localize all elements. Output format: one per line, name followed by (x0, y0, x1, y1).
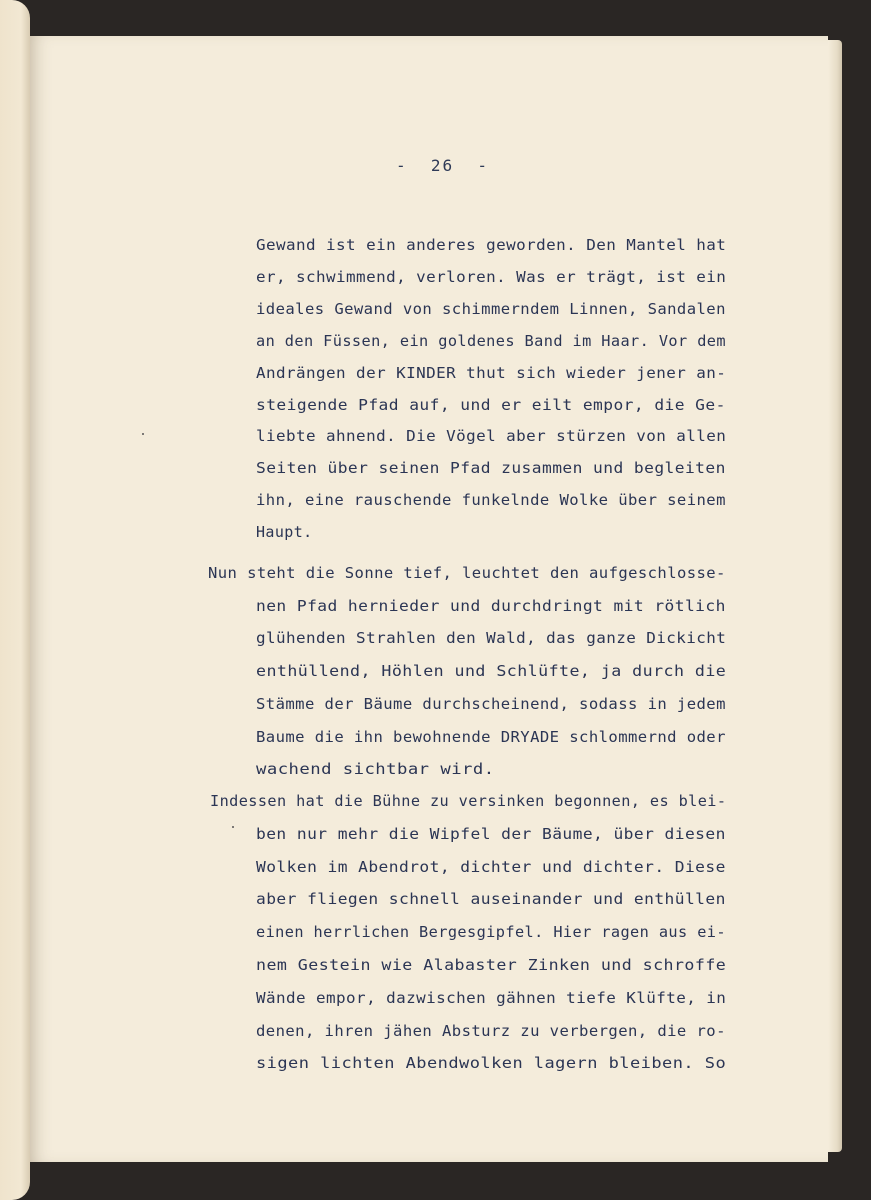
text-line: ben nur mehr die Wipfel der Bäume, über diesen (256, 824, 726, 843)
text-line: enthüllend, Höhlen und Schlüfte, ja durch die (256, 662, 727, 681)
text-line: Gewand ist ein anderes geworden. Den Mantel hat (256, 236, 727, 254)
text-line: Seiten über seinen Pfad zusammen und begleiten (256, 459, 726, 478)
text-line: sigen lichten Abendwolken lagern bleiben. So (256, 1054, 727, 1073)
text-line: steigende Pfad auf, und er eilt empor, die Ge- (256, 395, 726, 414)
text-line: wachend sichtbar wird. (256, 760, 495, 779)
page-number: - 26 - (396, 156, 490, 175)
text-line: nem Gestein wie Alabaster Zinken und schroffe (256, 956, 727, 974)
text-line: Haupt. (256, 523, 313, 542)
facing-page-edge (0, 0, 30, 1200)
text-line: denen, ihren jähen Absturz zu verbergen, die ro- (256, 1021, 726, 1040)
text-line: einen herrlichen Bergesgipfel. Hier ragen aus ei- (256, 923, 726, 942)
speck (142, 433, 144, 435)
text-line: ihn, eine rauschende funkelnde Wolke über seinem (256, 491, 726, 510)
text-line: Indessen hat die Bühne zu versinken begonnen, es blei- (210, 792, 727, 810)
text-line: Andrängen der KINDER thut sich wieder jener an- (256, 363, 727, 382)
text-line: er, schwimmend, verloren. Was er trägt, ist ein (256, 267, 727, 286)
speck (232, 826, 234, 828)
text-line: aber fliegen schnell auseinander und enthüllen (256, 890, 726, 909)
text-line: liebte ahnend. Die Vögel aber stürzen von allen (256, 427, 727, 446)
text-line: an den Füssen, ein goldenes Band im Haar. Vor dem (256, 331, 726, 350)
text-line: Nun steht die Sonne tief, leuchtet den aufgeschlosse- (208, 564, 726, 582)
text-line: Wände empor, dazwischen gähnen tiefe Klüfte, in (256, 988, 727, 1007)
text-line: glühenden Strahlen den Wald, das ganze Dickicht (256, 629, 727, 648)
text-line: ideales Gewand von schimmerndem Linnen, Sandalen (256, 299, 726, 318)
text-line: Baume die ihn bewohnende DRYADE schlommernd oder (256, 727, 726, 746)
text-line: nen Pfad hernieder und durchdringt mit rötlich (256, 596, 726, 615)
text-line: Wolken im Abendrot, dichter und dichter. Diese (256, 857, 726, 876)
text-line: Stämme der Bäume durchscheinend, sodass in jedem (256, 694, 726, 713)
